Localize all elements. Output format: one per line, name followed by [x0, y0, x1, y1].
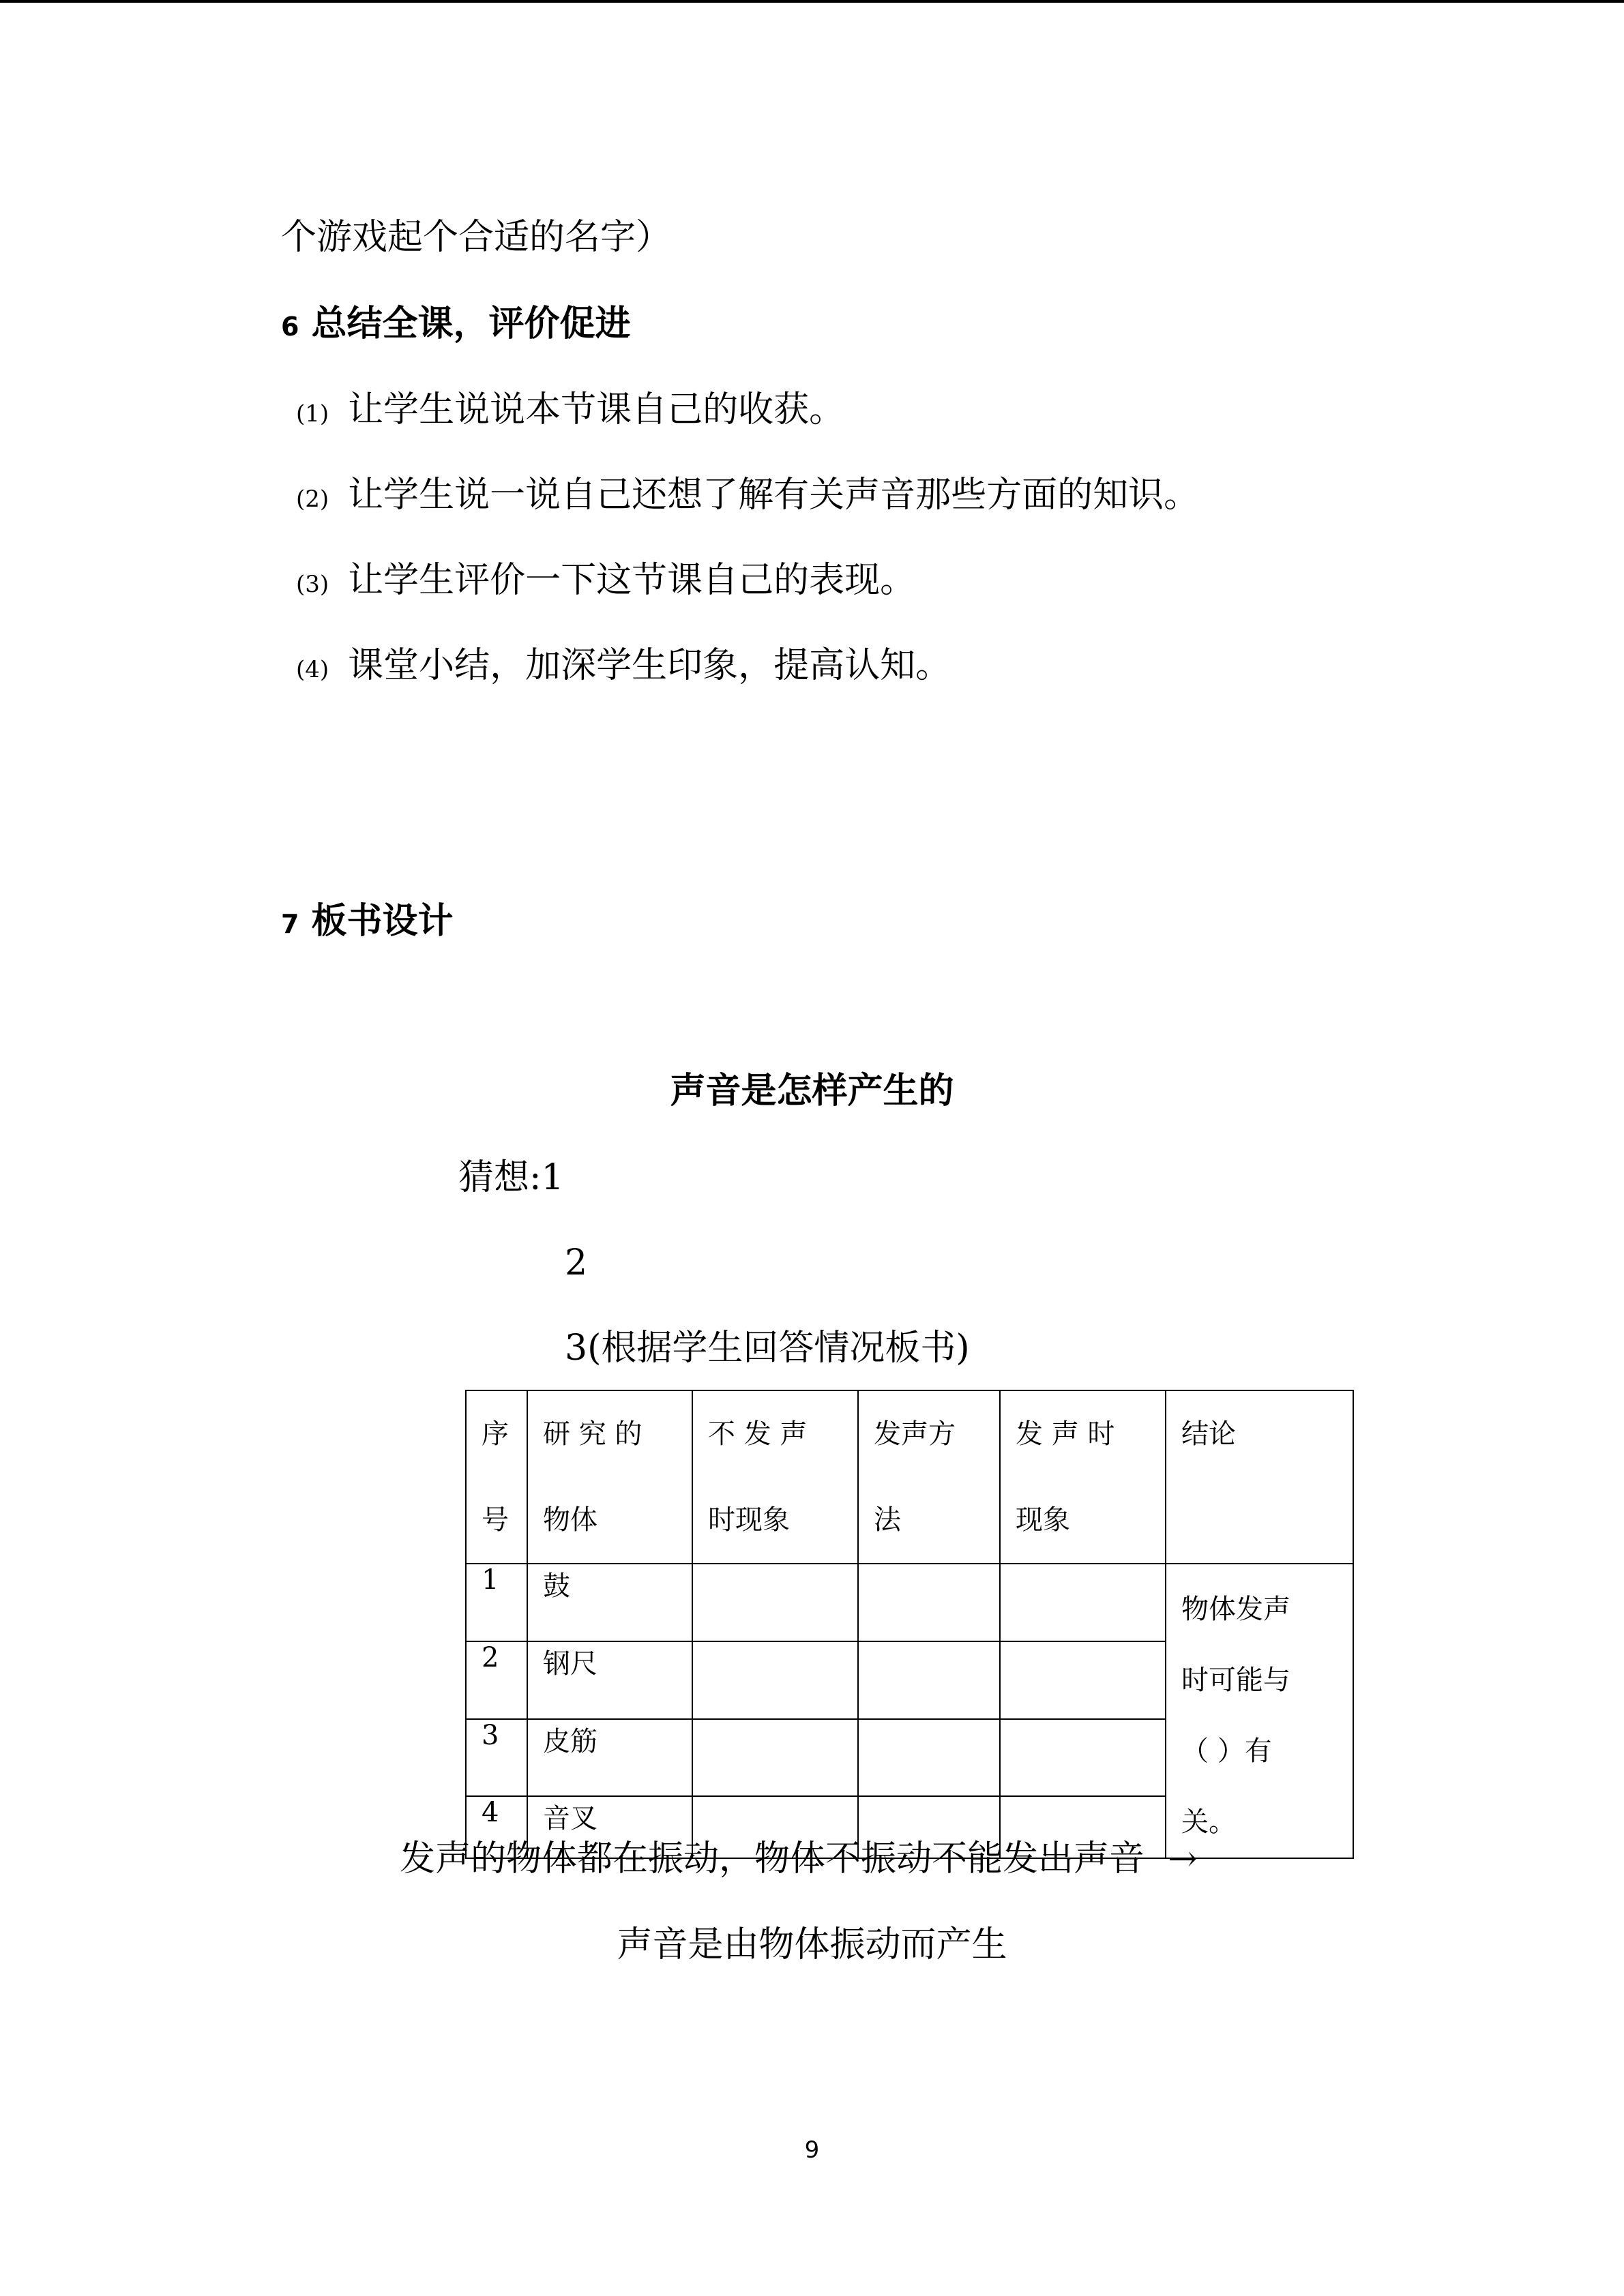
- section-7-heading: [281, 901, 454, 942]
- cell-empty: [1000, 1641, 1166, 1719]
- guess-label: 猜想:1: [458, 1157, 564, 1198]
- list-marker: (4): [296, 656, 329, 683]
- header-cell-no: 序 号: [466, 1390, 527, 1564]
- cell-empty: [858, 1719, 1000, 1797]
- list-marker: (1): [296, 400, 329, 428]
- statement-line: [400, 1838, 1198, 1879]
- section-7-title: 板书设计: [311, 901, 454, 942]
- conclusion-line: 物体发声: [1181, 1594, 1290, 1625]
- conclusion-line: （ ）有: [1181, 1735, 1272, 1767]
- section-6-number: 6: [281, 312, 299, 342]
- list-item-text: 让学生说说本节课自己的收获。: [348, 389, 845, 430]
- cell-no: 4: [466, 1796, 527, 1858]
- cell-no: 1: [466, 1564, 527, 1641]
- board-title: 声音是怎样产生的: [670, 1071, 954, 1112]
- list-item: [296, 475, 1200, 516]
- cell-empty: [858, 1641, 1000, 1719]
- section-6-heading: [281, 303, 631, 344]
- cell-no: 2: [466, 1641, 527, 1719]
- table-header-row: [466, 1390, 1353, 1564]
- header-cell-method: 发声方 法: [858, 1390, 1000, 1564]
- list-item: [296, 389, 845, 430]
- result-line: 声音是由物体振动而产生: [617, 1924, 1007, 1965]
- section-6-title: 总结全课，评价促进: [311, 303, 631, 344]
- cell-object: 皮筋: [527, 1719, 692, 1797]
- list-item-text: 让学生说一说自己还想了解有关声音那些方面的知识。: [348, 475, 1200, 516]
- conclusion-cell: [1166, 1564, 1353, 1858]
- list-item-text: 课堂小结，加深学生印象，提高认知。: [348, 645, 951, 686]
- cell-empty: [692, 1719, 858, 1797]
- header-cell-sounding: 发 声 时 现象: [1000, 1390, 1166, 1564]
- board-table: [465, 1390, 1354, 1859]
- intro-line: 个游戏起个合适的名字）: [281, 217, 672, 258]
- cell-empty: [1000, 1719, 1166, 1797]
- cell-object: 钢尺: [527, 1641, 692, 1719]
- guess-2: 2: [565, 1242, 588, 1283]
- cell-empty: [692, 1564, 858, 1641]
- statement-text: 发声的物体都在振动，物体不振动不能发出声音: [400, 1838, 1145, 1879]
- conclusion-line: 时可能与: [1181, 1665, 1290, 1696]
- list-marker: (2): [296, 486, 329, 513]
- cell-empty: [858, 1564, 1000, 1641]
- list-item: [296, 560, 916, 601]
- section-7-number: 7: [281, 909, 299, 939]
- list-item-text: 让学生评价一下这节课自己的表现。: [348, 560, 916, 601]
- header-cell-conclusion: 结论: [1166, 1390, 1353, 1564]
- cell-no: 3: [466, 1719, 527, 1797]
- list-marker: (3): [296, 571, 329, 598]
- guess-3: 3(根据学生回答情况板书): [565, 1328, 970, 1369]
- list-item: [296, 645, 951, 686]
- header-cell-silent: 不 发 声 时现象: [692, 1390, 858, 1564]
- cell-empty: [692, 1641, 858, 1719]
- cell-object: 音叉: [527, 1796, 692, 1858]
- arrow-icon: →: [1168, 1838, 1198, 1879]
- cell-empty: [1000, 1564, 1166, 1641]
- conclusion-line: 关。: [1181, 1806, 1236, 1838]
- header-cell-object: 研 究 的 物体: [527, 1390, 692, 1564]
- top-border: [0, 0, 1624, 3]
- table-row: [466, 1564, 1353, 1641]
- cell-object: 鼓: [527, 1564, 692, 1641]
- page-number: 9: [804, 2136, 820, 2164]
